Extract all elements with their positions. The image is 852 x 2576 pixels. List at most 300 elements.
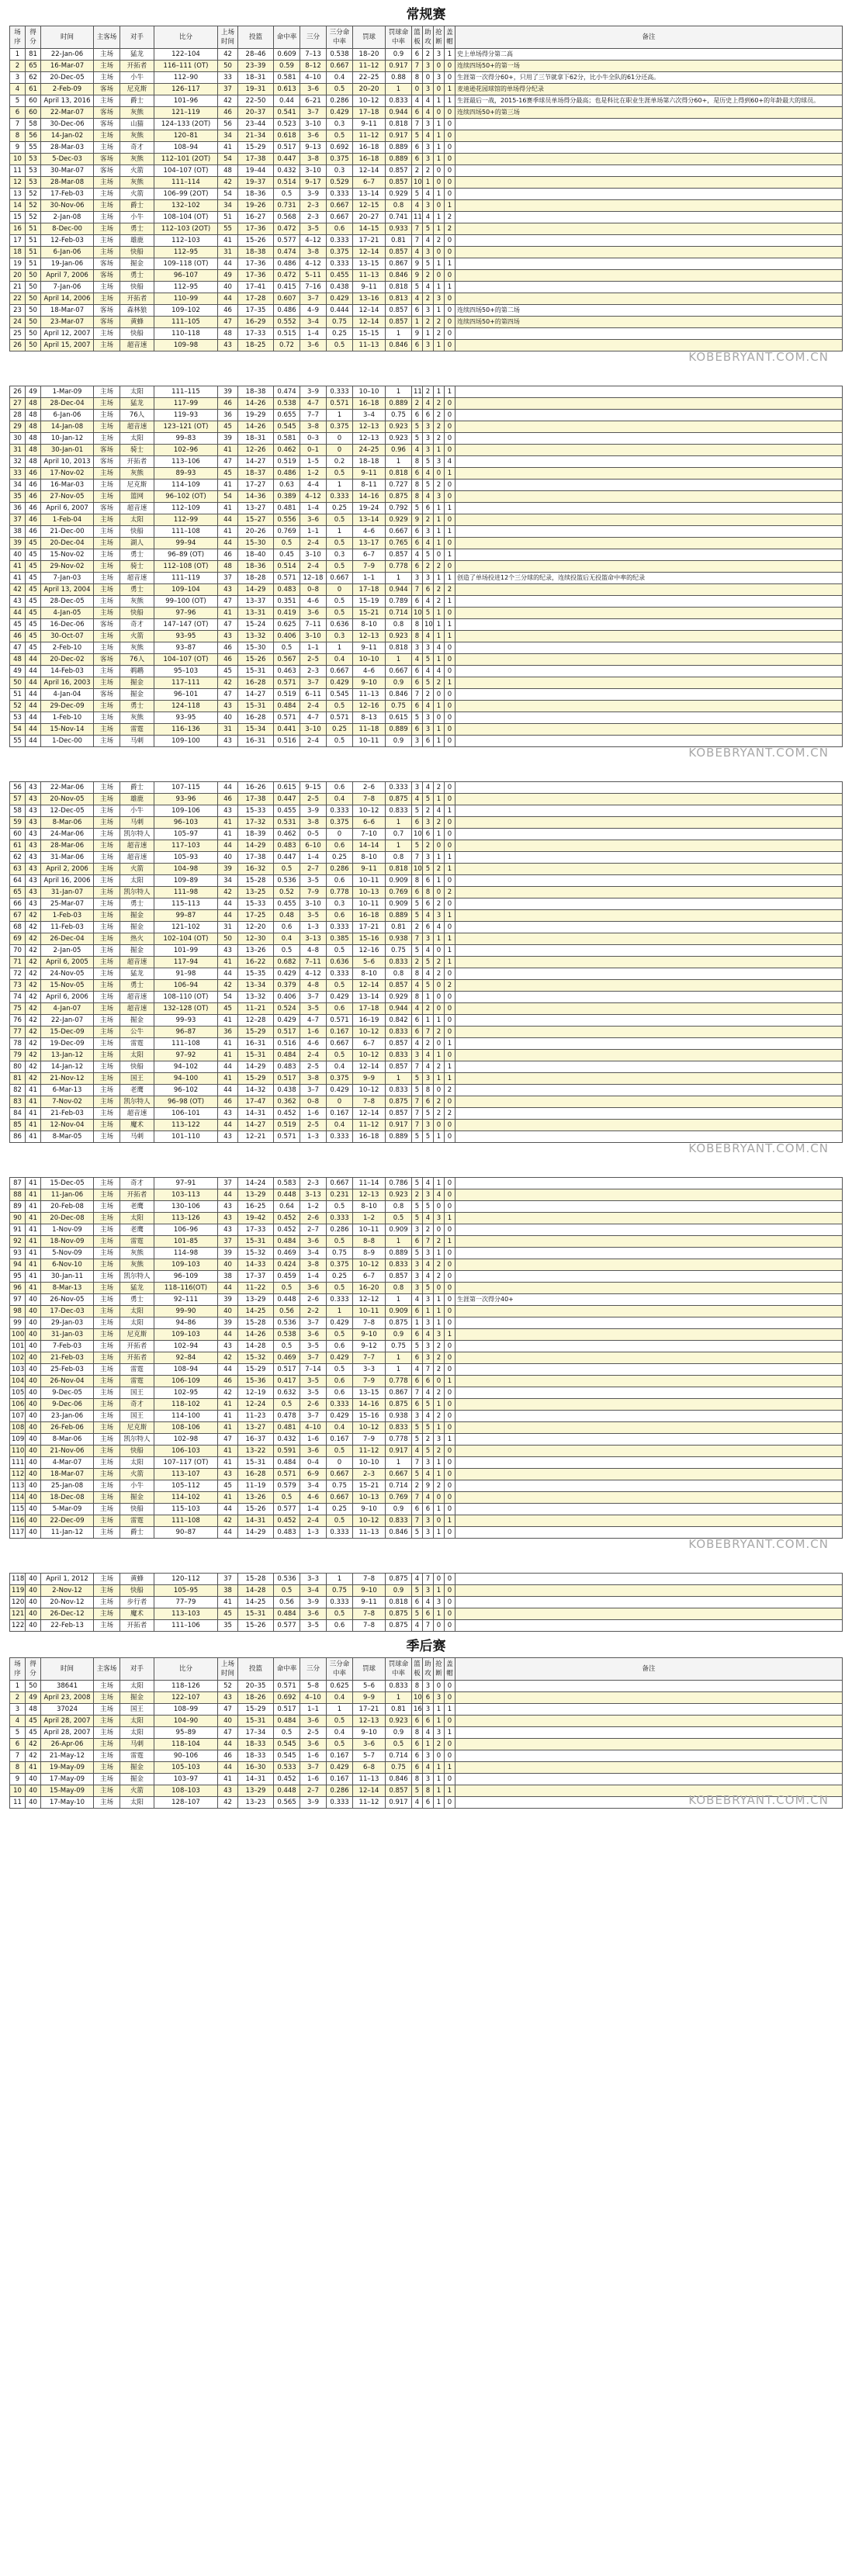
table-cell: 0.923 [386,1716,412,1727]
table-cell: 3–6 [300,84,327,95]
table-cell: 104–107 (OT) [154,165,218,177]
table-cell: 41 [218,817,238,829]
table-cell: 主场 [94,1038,120,1050]
table-cell: 0.792 [386,503,412,514]
table-cell: 53 [26,177,41,189]
table-cell: 3 [423,445,434,456]
table-cell: 1 [423,1015,434,1027]
table-cell: 3–9 [300,189,327,200]
table-cell: 14–15 [353,223,386,235]
table-cell: 猛龙 [120,49,154,61]
table-cell: 0.889 [386,398,412,410]
table-cell: 1 [386,84,412,95]
table-cell: 40 [26,1527,41,1539]
table-cell: 48 [218,561,238,573]
table-cell: 0.9 [386,1585,412,1597]
table-cell: 16–18 [353,1131,386,1143]
table-cell: 掘金 [120,258,154,270]
table-cell: 6 [423,584,434,596]
table-cell: 5 [412,433,423,445]
table-cell: 50 [26,305,41,317]
table-row [10,957,843,968]
table-cell: 猛龙 [120,398,154,410]
table-cell: 85 [10,1120,26,1131]
table-cell: 0.857 [386,549,412,561]
table-cell: 0.44 [274,95,300,107]
table-cell: 2 [434,864,445,875]
table-cell: 14–27 [238,689,274,701]
table-cell: 17 [10,235,26,247]
table-cell: 128–107 [154,1797,218,1809]
table-cell: 31 [218,247,238,258]
table-cell: 0 [445,1681,455,1692]
table-cell: 0.351 [274,596,300,608]
table-cell: 0.484 [274,1050,300,1061]
table-cell: 2–7 [300,1785,327,1797]
table-cell: 主场 [94,1515,120,1527]
table-cell: 3 [423,573,434,584]
note-cell [455,608,843,619]
table-cell: 17–34 [238,1727,274,1739]
table-cell: 0.333 [327,258,353,270]
table-cell: 4 [434,1189,445,1201]
table-cell: 5 [423,654,434,666]
table-cell: 0 [445,1352,455,1364]
table-header-row [10,26,843,49]
table-cell: 102 [10,1352,26,1364]
table-cell: 2 [434,1341,445,1352]
table-cell: 5 [423,1399,434,1411]
table-cell: 2–4 [300,701,327,712]
table-cell: 1 [445,549,455,561]
table-cell: 31-Jan-07 [41,887,94,898]
table-cell: 0.818 [386,468,412,480]
table-cell: 12–28 [238,1015,274,1027]
table-cell: 0 [434,84,445,95]
table-cell: 109–103 [154,1329,218,1341]
table-cell: 0.486 [274,258,300,270]
table-cell: 1 [445,503,455,514]
table-cell: 7 [412,235,423,247]
table-cell: 93–95 [154,712,218,724]
table-cell: 94–86 [154,1317,218,1329]
note-cell [455,142,843,154]
table-cell: 5 [423,549,434,561]
table-cell: 0.833 [386,957,412,968]
table-cell: April 28, 2007 [41,1727,94,1739]
table-cell: 111–98 [154,887,218,898]
table-row [10,945,843,957]
table-cell: 117 [10,1527,26,1539]
table-cell: 24 [10,317,26,328]
table-cell: 猛龙 [120,1283,154,1294]
note-cell [455,1329,843,1341]
table-cell: 111–108 [154,1515,218,1527]
table-cell: 2 [434,968,445,980]
table-cell: 0.63 [274,480,300,491]
table-cell: 2 [423,49,434,61]
note-cell [455,1492,843,1504]
table-cell: 尼克斯 [120,84,154,95]
table-cell: 主场 [94,1213,120,1224]
table-cell: 主场 [94,910,120,922]
table-cell: 0.75 [386,945,412,957]
table-cell: 16–18 [353,142,386,154]
table-cell: 0.483 [274,1061,300,1073]
table-cell: 43 [26,852,41,864]
table-cell: 4 [423,235,434,247]
table-cell: 105–112 [154,1480,218,1492]
table-cell: 3 [434,491,445,503]
table-row [10,1178,843,1189]
table-cell: 3 [412,782,423,794]
table-cell: 0 [445,712,455,724]
table-row [10,805,843,817]
table-cell: 5 [412,421,423,433]
table-cell: 17-Dec-03 [41,1306,94,1317]
table-cell: 41 [10,573,26,584]
note-cell [455,1015,843,1027]
table-cell: 65 [26,61,41,72]
table-cell: 15–21 [353,608,386,619]
table-cell: 97–92 [154,1050,218,1061]
table-cell: 37 [218,1574,238,1585]
table-cell: 4 [423,1050,434,1061]
table-cell: 18–20 [353,49,386,61]
table-cell: 16–18 [353,154,386,165]
table-cell: 马刺 [120,1739,154,1750]
table-cell: 21-Dec-00 [41,526,94,538]
table-cell: 1 [434,1073,445,1085]
table-cell: 41 [218,957,238,968]
table-row [10,933,843,945]
table-cell: 0 [445,480,455,491]
table-cell: 20–27 [353,212,386,223]
table-row [10,107,843,119]
table-cell: 主场 [94,1704,120,1716]
table-cell: 17–28 [238,293,274,305]
table-cell: 96–87 [154,1027,218,1038]
table-cell: 0.875 [386,1317,412,1329]
table-cell: 14–27 [238,1120,274,1131]
table-cell: 112–109 [154,503,218,514]
table-cell: 客场 [94,689,120,701]
table-cell: 15–32 [238,1352,274,1364]
table-cell: 35 [218,1620,238,1632]
table-cell: 14–29 [238,1527,274,1539]
table-cell: 58 [26,119,41,130]
table-cell: 0 [445,1774,455,1785]
note-cell: 连续四场50+的第二场 [455,305,843,317]
watermark: KOBEBRYANT.COM.CN [688,1537,829,1551]
table-cell: 6 [412,887,423,898]
table-cell: 52 [10,701,26,712]
table-cell: 41 [218,1073,238,1085]
table-cell: 1-Mar-09 [41,386,94,398]
table-row [10,701,843,712]
table-cell: 2–3 [300,666,327,677]
table-cell: 主场 [94,1352,120,1364]
table-cell: 28-Dec-04 [41,398,94,410]
table-cell: 41 [26,1213,41,1224]
table-cell: 0.938 [386,1411,412,1422]
table-cell: 主场 [94,1411,120,1422]
table-cell: 18-Mar-07 [41,1469,94,1480]
table-cell: 0.72 [274,340,300,351]
table-cell: 0.519 [274,689,300,701]
table-cell: 40 [218,1716,238,1727]
table-cell: 39 [218,1248,238,1259]
table-cell: 7 [412,223,423,235]
table-cell: 7–10 [353,829,386,840]
table-cell: 0.778 [386,1376,412,1387]
note-cell [455,1515,843,1527]
note-cell [455,235,843,247]
table-cell: 4-Jan-07 [41,1003,94,1015]
table-cell: 6 [412,538,423,549]
table-row [10,223,843,235]
table-cell: 1–4 [300,852,327,864]
table-cell: 灰熊 [120,712,154,724]
table-cell: 1-Dec-00 [41,736,94,747]
table-cell: 0.5 [327,1283,353,1294]
table-cell: 国王 [120,1704,154,1716]
table-cell: 93–87 [154,642,218,654]
table-cell: 7–8 [353,1620,386,1632]
table-cell: 6 [412,1306,423,1317]
table-cell: 4 [423,491,434,503]
note-cell [455,1120,843,1131]
table-cell: 91–98 [154,968,218,980]
table-cell: 0.462 [274,445,300,456]
table-cell: 1 [434,1422,445,1434]
table-cell: 主场 [94,666,120,677]
table-cell: 0.429 [327,1762,353,1774]
table-cell: 2 [434,817,445,829]
table-row [10,165,843,177]
table-cell: 6 [412,596,423,608]
table-cell: 3–3 [353,1364,386,1376]
table-cell: 凯尔特人 [120,829,154,840]
table-cell: 1 [434,154,445,165]
table-cell: 44 [218,1329,238,1341]
table-cell: 0 [445,875,455,887]
note-cell [455,189,843,200]
table-cell: 客场 [94,445,120,456]
table-cell: 13–32 [238,992,274,1003]
table-cell: 10 [412,864,423,875]
table-cell: 主场 [94,608,120,619]
table-cell: 开拓者 [120,1341,154,1352]
table-cell: 45 [26,538,41,549]
table-cell: 4 [423,95,434,107]
note-cell [455,1283,843,1294]
table-cell: 0 [445,189,455,200]
table-cell: 1 [327,1574,353,1585]
table-cell: 2 [434,1236,445,1248]
table-cell: 43 [218,1341,238,1352]
table-cell: 3 [423,1341,434,1352]
table-cell: 147–147 (OT) [154,619,218,631]
table-cell: 主场 [94,1785,120,1797]
table-cell: 0.577 [274,1504,300,1515]
table-cell: 主场 [94,1527,120,1539]
column-header: 投篮 [238,1658,274,1681]
table-row [10,1620,843,1632]
table-cell: 主场 [94,1376,120,1387]
table-cell: 15–28 [238,875,274,887]
table-cell: 2-Jan-05 [41,945,94,957]
table-cell: 0.818 [386,282,412,293]
table-cell: 15-Nov-05 [41,980,94,992]
table-cell: 4–12 [300,968,327,980]
table-cell: 主场 [94,1201,120,1213]
table-cell: 1–1 [300,526,327,538]
table-cell: 5 [412,1341,423,1352]
note-cell [455,1704,843,1716]
note-cell [455,1224,843,1236]
table-cell: 3 [423,712,434,724]
table-cell: 97–96 [154,608,218,619]
table-cell: 1 [434,701,445,712]
table-cell: 41 [26,1762,41,1774]
table-cell: 46 [26,514,41,526]
note-cell [455,456,843,468]
table-cell: 1 [445,1434,455,1446]
table-cell: 3 [412,642,423,654]
table-cell: 112–95 [154,282,218,293]
table-cell: 快船 [120,1504,154,1515]
table-cell: 47 [218,1727,238,1739]
table-cell: 2 [434,1364,445,1376]
table-cell: 2 [434,957,445,968]
table-cell: 1 [434,95,445,107]
table-cell: 0.5 [274,1283,300,1294]
table-row [10,526,843,538]
table-cell: 44 [218,1527,238,1539]
table-cell: 0.474 [274,386,300,398]
table-cell: 快船 [120,608,154,619]
table-cell: 101–96 [154,95,218,107]
table-cell: 50 [26,328,41,340]
table-cell: 雄鹿 [120,235,154,247]
table-cell: 0.667 [327,200,353,212]
table-cell: 17-Nov-02 [41,468,94,480]
table-cell: 39 [218,386,238,398]
table-cell: 3 [423,1073,434,1085]
table-cell: 主场 [94,1259,120,1271]
table-cell: 0.833 [386,1422,412,1434]
table-cell: 掘金 [120,689,154,701]
table-cell: 0.452 [274,1515,300,1527]
table-row [10,1027,843,1038]
table-cell: 3 [423,642,434,654]
note-cell [455,794,843,805]
table-cell: 2 [423,165,434,177]
table-cell: 42 [218,980,238,992]
table-cell: 43 [218,1213,238,1224]
table-cell: 122 [10,1620,26,1632]
table-cell: 0 [445,1283,455,1294]
table-cell: 1 [434,1294,445,1306]
table-cell: 77–79 [154,1597,218,1608]
table-cell: 5 [412,503,423,514]
table-cell: 41 [26,1096,41,1108]
table-cell: 46 [218,642,238,654]
table-cell: 19–26 [238,200,274,212]
table-cell: 0.538 [327,49,353,61]
table-cell: 0 [327,445,353,456]
table-cell: 0.917 [386,130,412,142]
table-cell: 太阳 [120,1716,154,1727]
table-cell: 43 [218,1469,238,1480]
table-cell: 3 [423,1294,434,1306]
table-cell: 主场 [94,1387,120,1399]
table-cell: 0.615 [274,782,300,794]
table-cell: 30-Mar-07 [41,165,94,177]
table-cell: 0.484 [274,1716,300,1727]
table-cell: 40 [26,1515,41,1527]
table-cell: 0.64 [274,1201,300,1213]
table-cell: 1 [445,282,455,293]
table-cell: 21-Nov-12 [41,1073,94,1085]
table-cell: 4–4 [300,480,327,491]
table-cell: 2 [434,782,445,794]
table-cell: 88 [10,1189,26,1201]
table-cell: 客场 [94,619,120,631]
table-cell: 0.667 [327,61,353,72]
table-cell: 73 [10,980,26,992]
table-cell: 5 [412,898,423,910]
table-cell: 28-Mar-08 [41,177,94,189]
table-cell: 17–33 [238,1224,274,1236]
note-cell [455,1317,843,1329]
table-cell: 0.429 [327,1352,353,1364]
table-cell: 0.636 [327,619,353,631]
table-cell: 0 [445,1027,455,1038]
table-cell: 0.556 [274,514,300,526]
table-cell: 0.714 [386,608,412,619]
table-cell: 2 [434,410,445,421]
table-cell: 19–29 [238,410,274,421]
table-cell: 4 [434,805,445,817]
note-cell [455,165,843,177]
note-cell [455,782,843,794]
table-cell: 1 [423,1306,434,1317]
table-cell: April 6, 2006 [41,992,94,1003]
table-cell: 0.75 [386,410,412,421]
table-cell: 21–34 [238,130,274,142]
table-cell: 4 [412,1574,423,1585]
watermark: KOBEBRYANT.COM.CN [688,350,829,364]
table-cell: 111–115 [154,386,218,398]
table-cell: 6 [412,724,423,736]
table-cell: 21-Nov-06 [41,1446,94,1457]
table-cell: 14-Jan-12 [41,1061,94,1073]
table-cell: 90–87 [154,1527,218,1539]
table-cell: 62 [10,852,26,864]
table-cell: 18–40 [238,549,274,561]
table-cell: 109–98 [154,340,218,351]
table-cell: 4 [434,666,445,677]
table-cell: 42 [26,1003,41,1015]
table-cell: 6 [423,1608,434,1620]
table-cell: 8 [10,130,26,142]
table-cell: 45 [26,573,41,584]
table-cell: 超音速 [120,421,154,433]
table-row [10,258,843,270]
table-cell: 56 [26,130,41,142]
